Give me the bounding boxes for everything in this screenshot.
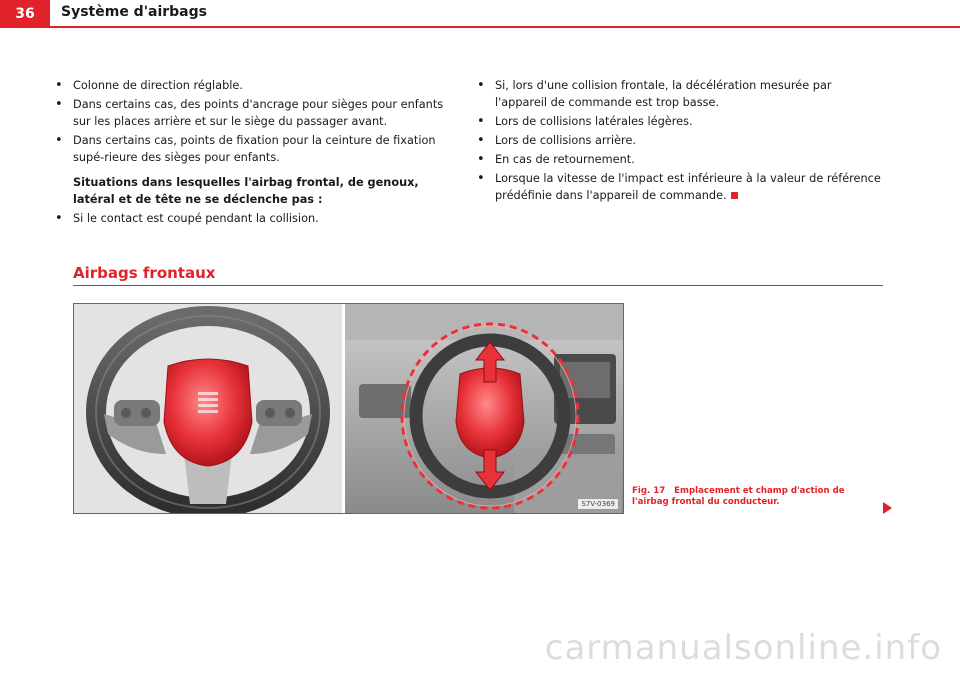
figure-code: S7V-0369 [577,498,619,510]
airbag-illustration [74,304,623,513]
list-item-text: Lors de collisions latérales légères. [495,115,693,128]
section-divider [73,285,883,286]
continue-arrow-icon [883,502,892,514]
page-title: Système d'airbags [61,4,207,20]
list-item [477,77,885,111]
figure-caption [632,486,872,508]
bullet-icon: • [477,171,485,186]
list-item-text: Lors de collisions arrière. [495,134,636,147]
right-text-column [477,77,885,206]
list-item-text: Si le contact est coupé pendant la collision. [73,212,319,225]
list-item [55,96,463,130]
page-number: 36 [0,0,50,28]
list-item [477,132,885,149]
bullet-icon: • [477,133,485,148]
list-item-text: Dans certains cas, des points d'ancrage pour sièges pour enfants sur les places arrière et sur le siège du passager avant. [73,98,444,128]
list-item [477,113,885,130]
bullet-icon: • [477,114,485,129]
list-item [477,170,885,204]
bullet-icon: • [55,211,63,226]
list-item [55,210,463,227]
left-text-column [55,77,463,229]
driver-view-panel [345,304,623,513]
steering-wheel-panel [74,304,342,513]
list-item-text: En cas de retournement. [495,153,635,166]
watermark: carmanualsonline.info [544,628,942,668]
caption-label: Fig. 17 [632,486,666,496]
section-title: Airbags frontaux [73,264,216,282]
list-item [55,132,463,166]
situations-heading: Situations dans lesquelles l'airbag frontal, de genoux, latéral et de tête ne se déclenche pas : [73,176,419,206]
header-divider [0,26,960,28]
list-item-text: Colonne de direction réglable. [73,79,243,92]
bullet-icon: • [477,152,485,167]
list-item-text: Lorsque la vitesse de l'impact est inférieure à la valeur de référence prédéfinie dans l'appareil de commande. [495,172,881,202]
bullet-icon: • [55,78,63,93]
list-item-text: Si, lors d'une collision frontale, la décélération mesurée par l'appareil de commande est trop basse. [495,79,832,109]
bullet-icon: • [55,133,63,148]
list-item [477,151,885,168]
bullet-icon: • [477,78,485,93]
list-item [55,77,463,94]
airbag-figure [73,303,624,514]
section-end-icon [731,192,738,199]
list-item-text: Dans certains cas, points de fixation pour la ceinture de fixation supé-rieure des sièges pour enfants. [73,134,436,164]
caption-text: Emplacement et champ d'action de l'airbag frontal du conducteur. [632,486,845,507]
bullet-icon: • [55,97,63,112]
